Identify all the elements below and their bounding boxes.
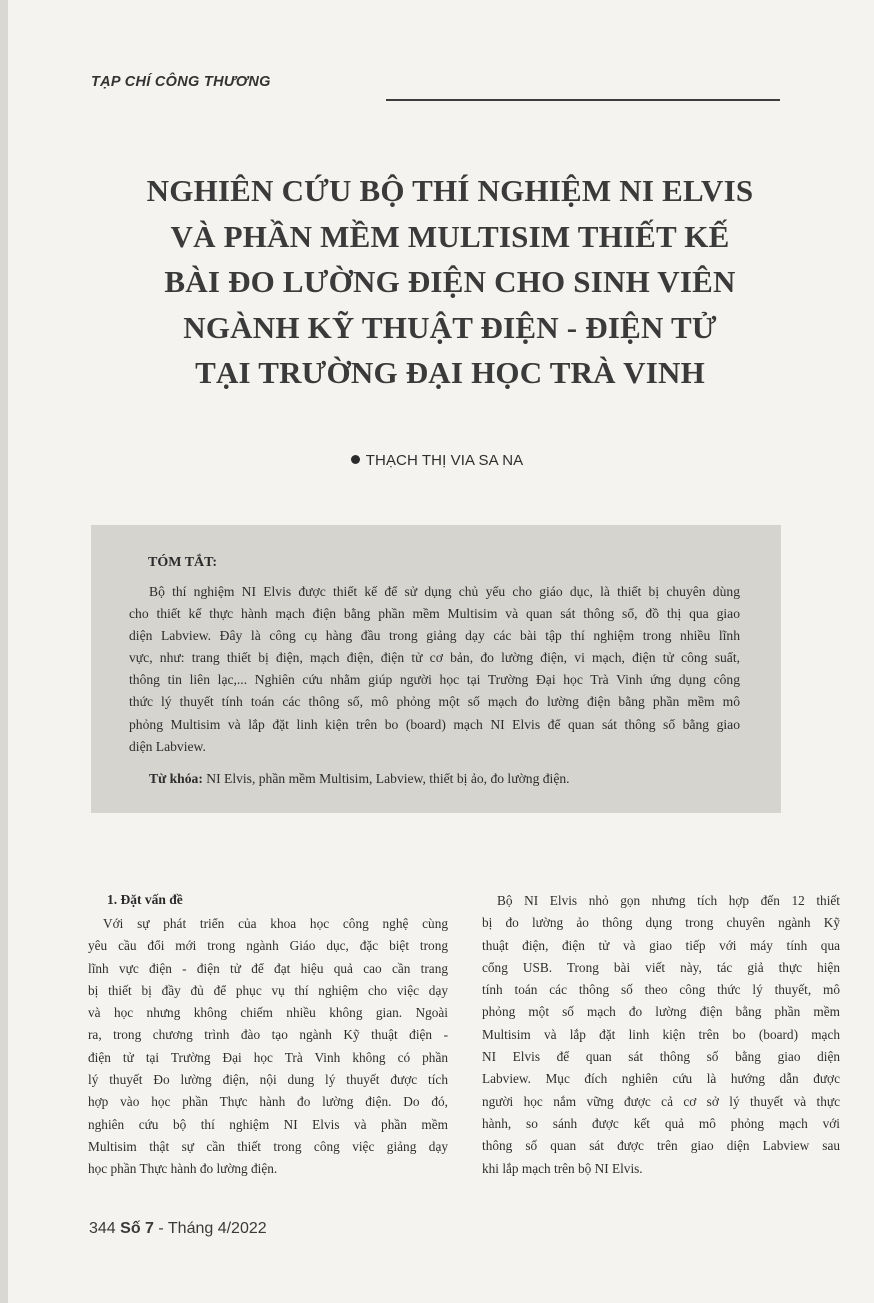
title-line: TẠI TRƯỜNG ĐẠI HỌC TRÀ VINH bbox=[195, 355, 705, 390]
keywords-label: Từ khóa: bbox=[149, 771, 203, 786]
page-number: 344 bbox=[89, 1220, 116, 1237]
body-line: thuật điện, điện tử và giao tiếp với máy tính qua bbox=[482, 937, 840, 953]
author-line bbox=[0, 452, 874, 469]
body-line: tính toán các thông số theo công thức lý thuyết, mô bbox=[482, 982, 840, 998]
body-line: điện tử tại Trường Đại học Trà Vinh không có phần bbox=[88, 1049, 448, 1065]
page-edge-shadow bbox=[0, 0, 8, 1303]
body-line: NI Elvis để quan sát thông số bằng giao diện bbox=[482, 1049, 840, 1065]
body-line: Với sự phát triển của khoa học công nghệ cùng bbox=[103, 916, 448, 931]
abstract-line: phỏng Multisim và lắp đặt linh kiện trên bo (board) mạch NI Elvis để quan sát thông số bằng giao bbox=[129, 716, 740, 732]
body-line: bị thiết bị đầy đủ để phục vụ thí nghiệm cho việc dạy bbox=[88, 982, 448, 998]
body-line: hợp vào học phần Thực hành đo lường điện. Do đó, bbox=[88, 1094, 448, 1110]
header-rule bbox=[386, 99, 780, 101]
bullet-icon bbox=[351, 455, 360, 464]
abstract-line: cho thiết kế thực hành mạch điện bằng phần mềm Multisim và quan sát thông số, đồ thị qua giao bbox=[129, 606, 740, 622]
abstract-line: vực, như: trang thiết bị điện, mạch điện, điện tử cơ bản, đo lường điện, vi mạch, điện tử công suất, bbox=[129, 650, 740, 666]
body-line: khi lắp mạch trên bộ NI Elvis. bbox=[482, 1160, 643, 1176]
body-line: lý thuyết Đo lường điện, nội dung lý thuyết được tích bbox=[88, 1072, 448, 1088]
section-heading: 1. Đặt vấn đề bbox=[107, 892, 183, 907]
body-line: bị đo lường ảo thông dụng trong chuyên ngành Kỹ bbox=[482, 915, 840, 931]
issue-number: Số 7 bbox=[120, 1220, 154, 1237]
body-line: Labview. Mục đích nghiên cứu là hướng dẫn được bbox=[482, 1071, 840, 1087]
abstract-line: thông tin liên lạc,... Nghiên cứu nhằm giúp người học tại Trường Đại học Trà Vinh ứng dụng công bbox=[129, 672, 740, 688]
abstract-line: thức lý thuyết tính toán các thông số, mô phỏng một số mạch đo lường điện bằng phần mềm mô bbox=[129, 694, 740, 710]
title-line: NGÀNH KỸ THUẬT ĐIỆN - ĐIỆN TỬ bbox=[183, 309, 717, 345]
body-line: học phần Thực hành đo lường điện. bbox=[88, 1161, 278, 1177]
body-line: cổng USB. Trong bài viết này, tác giả thực hiện bbox=[482, 959, 840, 975]
body-line: lĩnh vực điện - điện tử để đạt hiệu quả cao cần trang bbox=[88, 960, 448, 976]
article-title bbox=[100, 168, 800, 396]
journal-name: TẠP CHÍ CÔNG THƯƠNG bbox=[91, 74, 271, 90]
author-name: THẠCH THỊ VIA SA NA bbox=[365, 452, 524, 469]
body-line: Multisim thật sự cần thiết trong công việc giảng dạy bbox=[88, 1138, 448, 1154]
body-line: người học nắm vững được cả cơ sở lý thuyết và thực bbox=[482, 1093, 840, 1109]
body-line: ra, trong chương trình đào tạo ngành Kỹ thuật điện - bbox=[88, 1027, 448, 1043]
left-column bbox=[88, 913, 448, 1181]
right-column bbox=[482, 890, 840, 1180]
abstract-heading: TÓM TẮT: bbox=[148, 555, 218, 570]
abstract-body bbox=[129, 581, 740, 758]
abstract-line: diện Labview. Đây là công cụ hàng đầu trong giảng dạy các bài tập thí nghiệm trong nhiều lĩnh bbox=[129, 628, 740, 644]
title-line: NGHIÊN CỨU BỘ THÍ NGHIỆM NI ELVIS bbox=[146, 173, 754, 208]
body-line: thông số quan sát được trên giao diện Labview sau bbox=[482, 1138, 840, 1154]
title-line: VÀ PHẦN MỀM MULTISIM THIẾT KẾ bbox=[170, 218, 730, 254]
body-line: phỏng một số mạch đo lường điện bằng phần mềm bbox=[482, 1004, 840, 1020]
body-line: Multisim và lắp đặt linh kiện trên bo (board) mạch bbox=[482, 1026, 840, 1042]
keywords-text: NI Elvis, phần mềm Multisim, Labview, thiết bị ảo, đo lường điện. bbox=[202, 771, 570, 786]
body-line: hành, so sánh được kết quả mô phỏng mạch với bbox=[482, 1115, 840, 1131]
abstract-line: Bộ thí nghiệm NI Elvis được thiết kế để sử dụng chủ yếu cho giáo dục, là thiết bị chuyên dùng bbox=[149, 584, 740, 599]
title-line: BÀI ĐO LƯỜNG ĐIỆN CHO SINH VIÊN bbox=[164, 264, 736, 299]
body-line: Bộ NI Elvis nhỏ gọn nhưng tích hợp đến 12 thiết bbox=[497, 893, 840, 908]
issue-date: - Tháng 4/2022 bbox=[158, 1220, 267, 1237]
abstract-keywords bbox=[149, 771, 570, 787]
page-footer bbox=[89, 1220, 267, 1238]
abstract-line: diện Labview. bbox=[129, 738, 206, 754]
body-line: và học nhưng không chiếm nhiều không gian. Ngoài bbox=[88, 1005, 448, 1021]
body-line: yêu cầu đổi mới trong ngành Giáo dục, đặc biệt trong bbox=[88, 938, 448, 954]
body-line: nghiên cứu bộ thí nghiệm NI Elvis và phần mềm bbox=[88, 1116, 448, 1132]
